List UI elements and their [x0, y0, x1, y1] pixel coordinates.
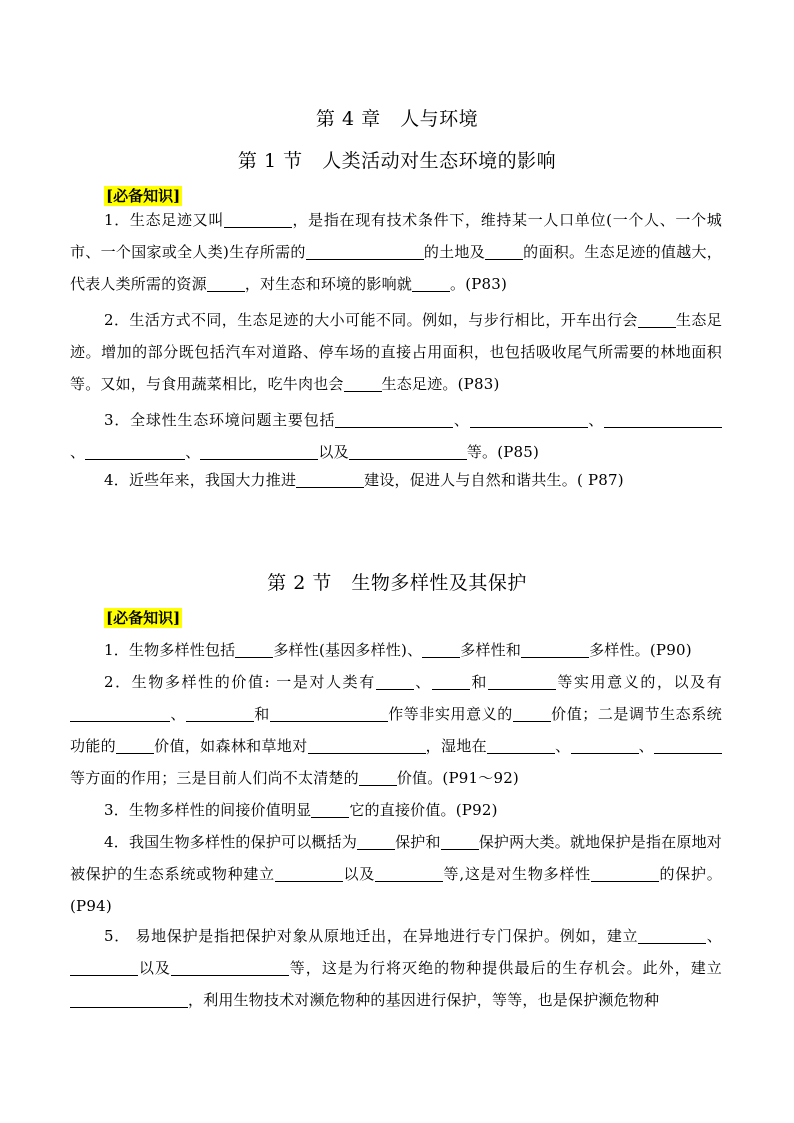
answer-blank[interactable] — [485, 241, 523, 260]
answer-blank[interactable] — [235, 639, 273, 658]
answer-blank[interactable] — [488, 671, 556, 690]
section-2-title: 第 2 节 生物多样性及其保护 — [267, 572, 527, 594]
answer-blank[interactable] — [487, 735, 555, 754]
answer-blank[interactable] — [70, 703, 170, 722]
answer-blank[interactable] — [308, 735, 426, 754]
answer-blank[interactable] — [359, 767, 397, 786]
answer-blank[interactable] — [85, 441, 185, 460]
s2-paragraph-5: 5． 易地保护是指把保护对象从原地迁出，在异地进行专门保护。例如，建立 、以及 等，这是为行将灭绝的物种提供最后的生存机会。此外，建立，利用生物技术对濒危物种的基因进行保护，等等，也是保护濒危物种 — [70, 920, 722, 1016]
answer-blank[interactable] — [654, 735, 722, 754]
answer-blank[interactable] — [70, 957, 138, 976]
section-1-tag: [必备知识] — [106, 187, 181, 205]
answer-blank[interactable] — [604, 409, 722, 428]
answer-blank[interactable] — [200, 441, 318, 460]
answer-blank[interactable] — [441, 831, 479, 850]
answer-blank[interactable] — [638, 309, 676, 328]
answer-blank[interactable] — [357, 831, 395, 850]
answer-blank[interactable] — [171, 957, 289, 976]
s1-paragraph-4: 4．近些年来，我国大力推进 建设，促进人与自然和谐共生。( P87) — [104, 471, 624, 489]
answer-blank[interactable] — [296, 469, 364, 488]
answer-blank[interactable] — [412, 273, 450, 292]
answer-blank[interactable] — [375, 863, 443, 882]
answer-blank[interactable] — [70, 989, 188, 1008]
answer-blank[interactable] — [207, 273, 245, 292]
answer-blank[interactable] — [224, 209, 292, 228]
answer-blank[interactable] — [591, 863, 659, 882]
section-2-tag: [必备知识] — [106, 609, 181, 627]
s2-paragraph-2: 2．生物多样性的价值: 一是对人类有 、 和 等实用意义的，以及有、 和 作等非实用意义的 价值；二是调节生态系统功能的 价值，如森林和草地对 ，湿地在 、 、等方面的作用；三是目前人们尚不太清楚的 价值。(P91～92) — [70, 673, 723, 787]
s2-paragraph-4: 4．我国生物多样性的保护可以概括为 保护和 保护两大类。就地保护是指在原地对被保护的生态系统或物种建立 以及 等,这是对生物多样性 的保护。(P94) — [70, 833, 723, 915]
answer-blank[interactable] — [270, 703, 388, 722]
chapter-title: 第 4 章 人与环境 — [315, 108, 479, 130]
answer-blank[interactable] — [513, 703, 551, 722]
answer-blank[interactable] — [571, 735, 639, 754]
answer-blank[interactable] — [432, 671, 470, 690]
answer-blank[interactable] — [470, 409, 588, 428]
answer-blank[interactable] — [349, 441, 467, 460]
answer-blank[interactable] — [306, 241, 424, 260]
answer-blank[interactable] — [335, 409, 453, 428]
s1-paragraph-1: 1．生态足迹又叫 ，是指在现有技术条件下，维持某一人口单位(一个人、一个城市、一个国家或全人类)生存所需的 的土地及 的面积。生态足迹的值越大，代表人类所需的资源 ，对生态和环境的影响就 。(P83) — [70, 211, 722, 293]
answer-blank[interactable] — [186, 703, 254, 722]
s2-paragraph-3: 3．生物多样性的间接价值明显 它的直接价值。(P92) — [104, 801, 498, 819]
answer-blank[interactable] — [376, 671, 414, 690]
answer-blank[interactable] — [116, 735, 154, 754]
answer-blank[interactable] — [638, 925, 706, 944]
section-1-title: 第 1 节 人类活动对生态环境的影响 — [237, 150, 557, 172]
s1-paragraph-2: 2．生活方式不同，生态足迹的大小可能不同。例如，与步行相比，开车出行会 生态足迹。增加的部分既包括汽车对道路、停车场的直接占用面积，也包括吸收尾气所需要的林地面积等。又如，与食用蔬菜相比，吃牛肉也会 生态足迹。(P83) — [70, 311, 722, 393]
answer-blank[interactable] — [344, 373, 382, 392]
s2-paragraph-1: 1．生物多样性包括 多样性(基因多样性)、 多样性和 多样性。(P90) — [104, 641, 692, 659]
answer-blank[interactable] — [422, 639, 460, 658]
answer-blank[interactable] — [311, 799, 349, 818]
s1-paragraph-3: 3．全球性生态环境问题主要包括 、 、、 、 以及 等。(P85) — [70, 404, 722, 468]
answer-blank[interactable] — [275, 863, 343, 882]
answer-blank[interactable] — [521, 639, 589, 658]
